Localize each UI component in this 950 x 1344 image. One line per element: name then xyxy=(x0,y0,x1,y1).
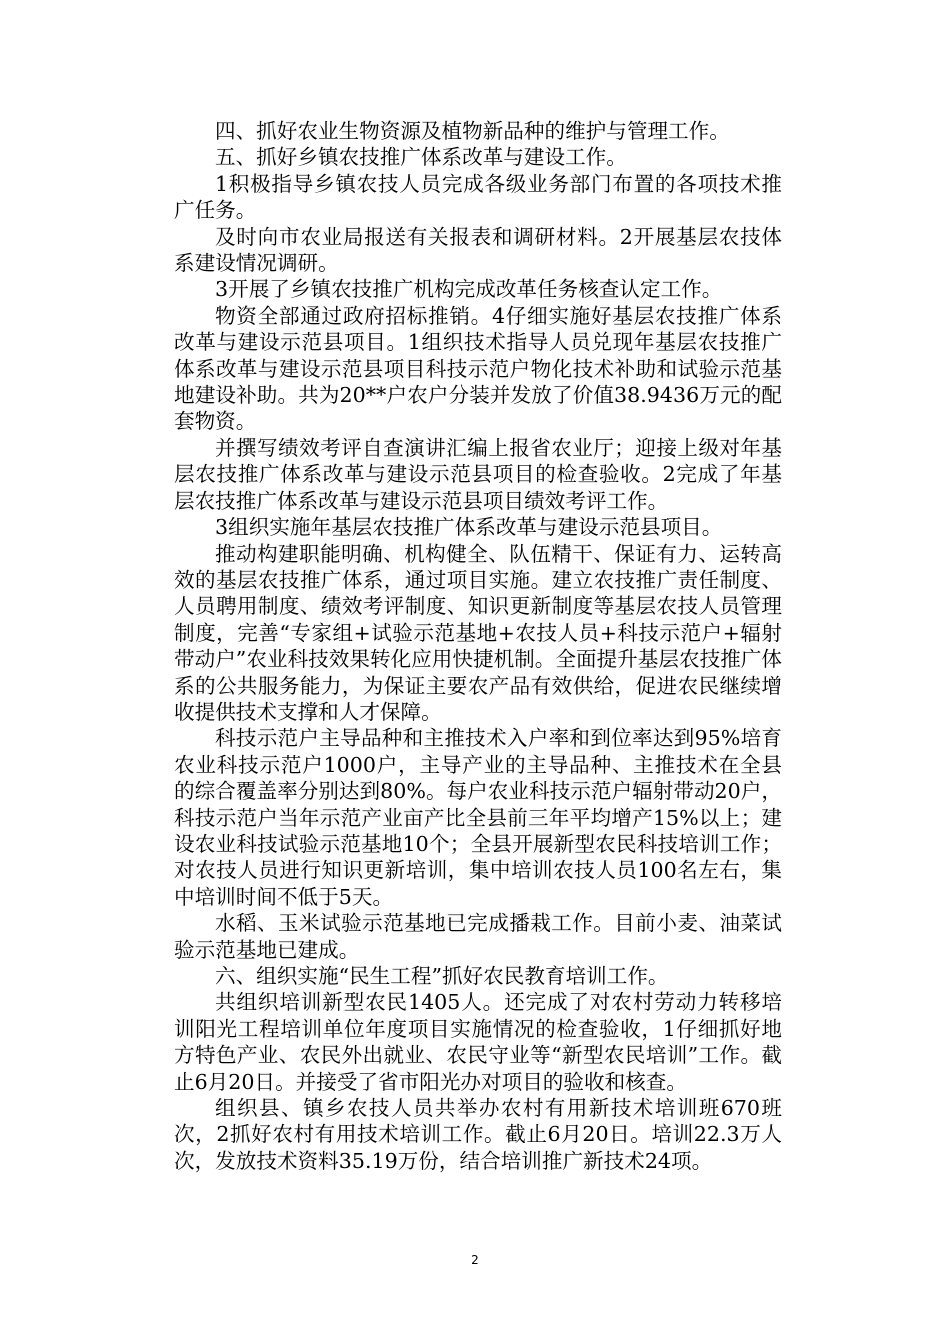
paragraph: 水稻、玉米试验示范基地已完成播栽工作。目前小麦、油菜试验示范基地已建成。 xyxy=(174,911,782,962)
paragraph: 科技示范户主导品种和主推技术入户率和到位率达到95%培育农业科技示范户1000户，主导产业的主导品种、主推技术在全县的综合覆盖率分别达到80%。每户农业科技示范户辐射带动20户，科技示范户当年示范产业亩产比全县前三年平均增产15%以上；建设农业科技试验示范基地10个；全县开展新型农民科技培训工作；对农技人员进行知识更新培训，集中培训农技人员100名左右，集中培训时间不低于5天。 xyxy=(174,726,782,909)
paragraph: 3组织实施年基层农技推广体系改革与建设示范县项目。 xyxy=(215,515,723,540)
paragraph: 共组织培训新型农民1405人。还完成了对农村劳动力转移培训阳光工程培训单位年度项目实施情况的检查验收，1仔细抓好地方特色产业、农民外出就业、农民守业等“新型农民培训”工作。截止6月20日。并接受了省市阳光办对项目的验收和核查。 xyxy=(174,990,782,1094)
paragraph: 物资全部通过政府招标推销。4仔细实施好基层农技推广体系改革与建设示范县项目。1组织技术指导人员兑现年基层农技推广体系改革与建设示范县项目科技示范户物化技术补助和试验示范基地建设补助。共为20**户农户分装并发放了价值38.9436万元的配套物资。 xyxy=(174,303,782,434)
paragraph: 3开展了乡镇农技推广机构完成改革任务核查认定工作。 xyxy=(215,277,723,302)
paragraph: 并撰写绩效考评自查演讲汇编上报省农业厅；迎接上级对年基层农技推广体系改革与建设示范县项目的检查验收。2完成了年基层农技推广体系改革与建设示范县项目绩效考评工作。 xyxy=(174,435,782,513)
paragraph-section-four-heading: 四、抓好农业生物资源及植物新品种的维护与管理工作。 xyxy=(215,119,730,143)
paragraph-section-five-heading: 五、抓好乡镇农技推广体系改革与建设工作。 xyxy=(215,145,627,170)
paragraph: 组织县、镇乡农技人员共举办农村有用新技术培训班670班次，2抓好农村有用技术培训工作。截止6月20日。培训22.3万人次，发放技术资料35.19万份，结合培训推广新技术24项。 xyxy=(174,1096,782,1173)
document-body xyxy=(174,118,782,1174)
paragraph-section-six-heading: 六、组织实施“民生工程”抓好农民教育培训工作。 xyxy=(215,964,669,988)
page-number: 2 xyxy=(471,1253,479,1267)
paragraph: 及时向市农业局报送有关报表和调研材料。2开展基层农技体系建设情况调研。 xyxy=(174,224,782,276)
paragraph: 推动构建职能明确、机构健全、队伍精干、保证有力、运转高效的基层农技推广体系，通过项目实施。建立农技推广责任制度、人员聘用制度、绩效考评制度、知识更新制度等基层农技人员管理制度，完善“专家组+试验示范基地+农技人员+科技示范户+辐射带动户”农业科技效果转化应用快捷机制。全面提升基层农技推广体系的公共服务能力，为保证主要农产品有效供给，促进农民继续增收提供技术支撑和人才保障。 xyxy=(174,541,782,724)
paragraph: 1积极指导乡镇农技人员完成各级业务部门布置的各项技术推广任务。 xyxy=(174,171,782,223)
